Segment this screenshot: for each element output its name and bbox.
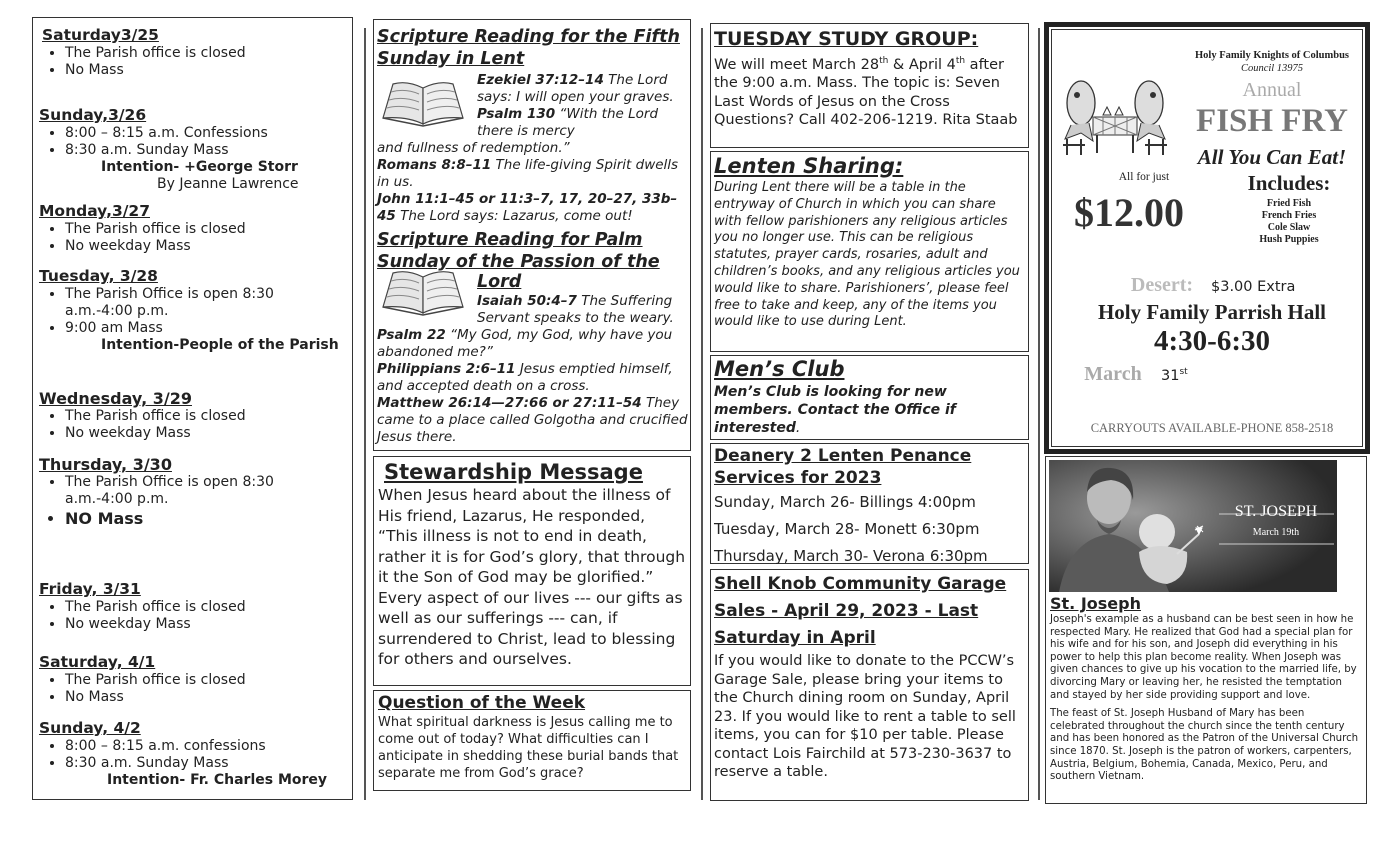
study-group-title: TUESDAY STUDY GROUP: [714,28,979,50]
question-title: Question of the Week [378,693,586,713]
mens-club-tail: . [795,420,801,436]
desert-price: $3.00 Extra [1211,279,1296,295]
reading-ref: Matthew 26:14—27:66 or 27:11–54 [377,395,642,411]
lenten-sharing-body: During Lent there will be a table in the entryway of Church in which you can share with fellow parishioners any religious articles you no longer use. This can be religious statutes, prayer cards, rosaries, adult and children’s books, and any religious articles you would like to share. Parishioners’, please feel free to take and keep, any of the items you would like to use during Lent. [714,180,1020,330]
day-heading: Friday, 3/31 [39,580,141,598]
garage-sale-panel [710,569,1029,801]
fish-fry-annual: Annual [1242,79,1302,101]
schedule-item: • 9:00 am Mass [65,320,325,337]
kofc-org-name: Holy Family Knights of Columbus [1194,50,1350,61]
includes-label: Includes: [1247,171,1331,195]
st-joseph-title: St. Joseph [1050,594,1141,613]
scripture-palm-sunday-title-cont: Lord [477,272,522,292]
schedule-day [39,653,246,706]
lenten-sharing-panel [710,151,1029,352]
scripture-fifth-sunday-readings [377,72,689,225]
column-divider [1038,28,1040,800]
study-group-body [714,52,1026,130]
study-group-text: after the 9:00 a.m. Mass. The topic is: Seven Last Words of Jesus on the Cross Questions? Call 402-206-1219. Rita Staab [714,56,1018,129]
deanery-line: Tuesday, March 28- Monett 6:30pm [714,520,980,538]
scripture-fifth-sunday-title: Scripture Reading for the Fifth Sunday in Lent [377,27,680,69]
reading-text: They came to a place called Golgotha and crucified Jesus there. [377,395,688,445]
schedule-item: • No weekday Mass [65,238,246,255]
fish-dinner-illustration [1059,67,1171,157]
desert-label: Desert: [1130,274,1194,296]
kofc-council: Council 13975 [1240,63,1304,74]
schedule-item: • 8:30 a.m. Sunday Mass [65,755,344,772]
reading-text: “My God, my God, why have you abandoned me?” [377,327,673,360]
reading-ref: Ezekiel 37:12–14 [477,72,604,88]
schedule-day [39,455,344,530]
open-bible-icon [379,267,467,317]
fish-fry-time: 4:30-6:30 [1154,325,1270,357]
schedule-item: • No weekday Mass [65,616,246,633]
ordinal-suffix: th [879,56,889,66]
garage-sale-body: If you would like to donate to the PCCW’s Garage Sale, please bring your items to the Church dining room on Sunday, April 23. If you would like to rent a table to sell items, you can for $10 per table. Please contact Lois Fairchild at 573-230-3637 to reserve a table. [714,653,1016,780]
tuesday-study-group-panel [710,23,1029,148]
fish-fry-flyer [1044,22,1370,454]
st-joseph-paragraph: Joseph's example as a husband can be best seen in how he respected Mary. He realized that God had a special plan for his wife and for his son, and Joseph did everything in his power to help this plan become reality. When Joseph was given chances to give up his vocation to the married life, by divorcing Mary or leaving her, he resisted the temptation and stayed by her side providing support and love. [1050,614,1357,701]
carryout-info: CARRYOUTS AVAILABLE-PHONE 858-2518 [1090,421,1334,435]
includes-item: French Fries [1261,210,1317,221]
deanery-line: Thursday, March 30- Verona 6:30pm [714,547,988,565]
study-group-text: We will meet March 28 [714,56,880,73]
day-heading: Monday,3/27 [39,202,150,220]
mens-club-body: Men’s Club is looking for new members. Contact the Office if interested [714,384,956,436]
deanery-line: Sunday, March 26- Billings 4:00pm [714,493,976,511]
mens-club-title: Men’s Club [714,357,845,381]
schedule-day [39,106,344,193]
fish-fry-title: FISH FRY [1196,103,1348,139]
includes-item: Hush Puppies [1259,234,1319,245]
day-heading: Thursday, 3/30 [39,455,172,474]
fish-fry-day-number: 31 [1161,367,1180,384]
reading-text: “With the Lord there is mercy [477,106,659,139]
column-divider [701,28,703,800]
garage-sale-title: Shell Knob Community Garage Sales - April 29, 2023 - Last Saturday in April [714,574,1007,648]
reading-ref: John 11:1–45 or 11:3–7, 17, 20–27, 33b–45 [377,191,678,224]
schedule-day [39,719,344,789]
scripture-readings-panel [373,19,691,451]
st-joseph-panel [1045,456,1367,804]
ordinal-suffix: st [1179,367,1188,377]
fish-fry-day [1161,367,1188,384]
schedule-panel [32,17,353,800]
stewardship-title: Stewardship Message [384,460,643,484]
deanery-title: Deanery 2 Lenten Penance Services for 2023 [714,446,972,488]
scripture-palm-sunday-readings [377,271,689,446]
open-bible-icon [379,78,467,128]
schedule-day [39,26,246,79]
stewardship-panel [373,456,691,686]
reading-ref: Psalm 130 [477,106,556,122]
schedule-item: • 8:00 – 8:15 a.m. Confessions [65,125,344,142]
schedule-day [39,389,246,442]
mens-club-panel [710,355,1029,440]
schedule-item: • 8:30 a.m. Sunday Mass [65,142,344,159]
mass-intention: Intention- +George Storr [101,159,298,175]
schedule-day [39,267,344,354]
column-divider [364,28,366,800]
reading-ref: Philippians 2:6–11 [377,361,516,377]
scripture-palm-sunday-title: Scripture Reading for Palm Sunday of the Passion of the [377,230,660,272]
day-heading: Sunday,3/26 [39,106,147,124]
fish-fry-tagline: All You Can Eat! [1197,145,1347,169]
day-heading: Saturday, 4/1 [39,653,156,671]
schedule-item: • No Mass [65,62,246,79]
includes-item: Cole Slaw [1267,222,1311,233]
mass-intention: Intention-People of the Parish [101,337,339,353]
schedule-item: • No Mass [65,689,246,706]
stewardship-body: When Jesus heard about the illness of His friend, Lazarus, He responded, “This illness is not to end in death, rather it is for God’s glory, that through it the Son of God may be glorified.” Every aspect of our lives --- our gifts as well as our sufferings --- can, if surrendered to Christ, lead to blessing for others and ourselves. [378,486,686,668]
study-group-text: & April 4 [888,56,956,73]
reading-text: The Suffering Servant speaks to the weary. [477,293,674,326]
reading-text: and fullness of redemption.” [377,140,570,156]
schedule-item: • The Parish office is closed [65,45,246,62]
schedule-item: • The Parish Office is open 8:30 a.m.-4:00 p.m. [65,474,325,508]
reading-text: The life-giving Spirit dwells in us. [377,157,679,190]
schedule-item: • The Parish office is closed [65,221,246,238]
schedule-day [39,580,246,633]
ordinal-suffix: th [955,56,966,66]
mass-intention: Intention- Fr. Charles Morey [107,772,328,788]
reading-ref: Isaiah 50:4–7 [477,293,577,309]
day-heading: Tuesday, 3/28 [39,267,158,285]
question-of-week-panel [373,690,691,791]
day-heading: Saturday3/25 [42,26,159,44]
fish-fry-month: March [1084,363,1142,385]
schedule-item: • 8:00 – 8:15 a.m. confessions [65,738,344,755]
deanery-penance-panel [710,443,1029,564]
reading-ref: Romans 8:8–11 [377,157,492,173]
all-for-just-label: All for just [1118,171,1170,183]
schedule-item: • The Parish office is closed [65,599,246,616]
st-joseph-paragraph: The feast of St. Joseph Husband of Mary has been celebrated throughout the church since the tenth century and has been honored as the Patron of the Universal Church since 1870. St. Joseph is the patron of workers, carpenters, Austria, Belgium, Bohemia, Canada, Mexico, Peru, and southern Vietnam. [1050,708,1359,783]
question-body: What spiritual darkness is Jesus calling me to come out of today? What difficulties can I anticipate in shedding these burial bands that separate me from God’s grace? [378,715,679,781]
schedule-item: • The Parish office is closed [65,408,246,425]
st-joseph-banner-date: March 19th [1252,527,1300,538]
day-heading: Wednesday, 3/29 [39,389,192,408]
schedule-day [39,202,246,255]
day-heading: Sunday, 4/2 [39,719,141,737]
reading-ref: Psalm 22 [377,327,446,343]
fish-fry-price: $12.00 [1074,190,1184,235]
reading-text: The Lord says: I will open your graves. [477,72,674,105]
fish-fry-venue: Holy Family Parrish Hall [1097,300,1327,324]
reading-text: Jesus emptied himself, and accepted death on a cross. [377,361,673,394]
schedule-item: • NO Mass [65,508,325,530]
includes-item: Fried Fish [1266,198,1312,209]
lenten-sharing-title: Lenten Sharing: [714,154,904,178]
st-joseph-banner-title: ST. JOSEPH [1234,503,1318,520]
schedule-item: • No weekday Mass [65,425,246,442]
schedule-item: • The Parish Office is open 8:30 a.m.-4:00 p.m. [65,286,325,320]
schedule-item: • The Parish office is closed [65,672,246,689]
reading-text: The Lord says: Lazarus, come out! [395,208,633,224]
mass-intention-donor: By Jeanne Lawrence [157,176,299,192]
st-joseph-image [1049,460,1337,592]
